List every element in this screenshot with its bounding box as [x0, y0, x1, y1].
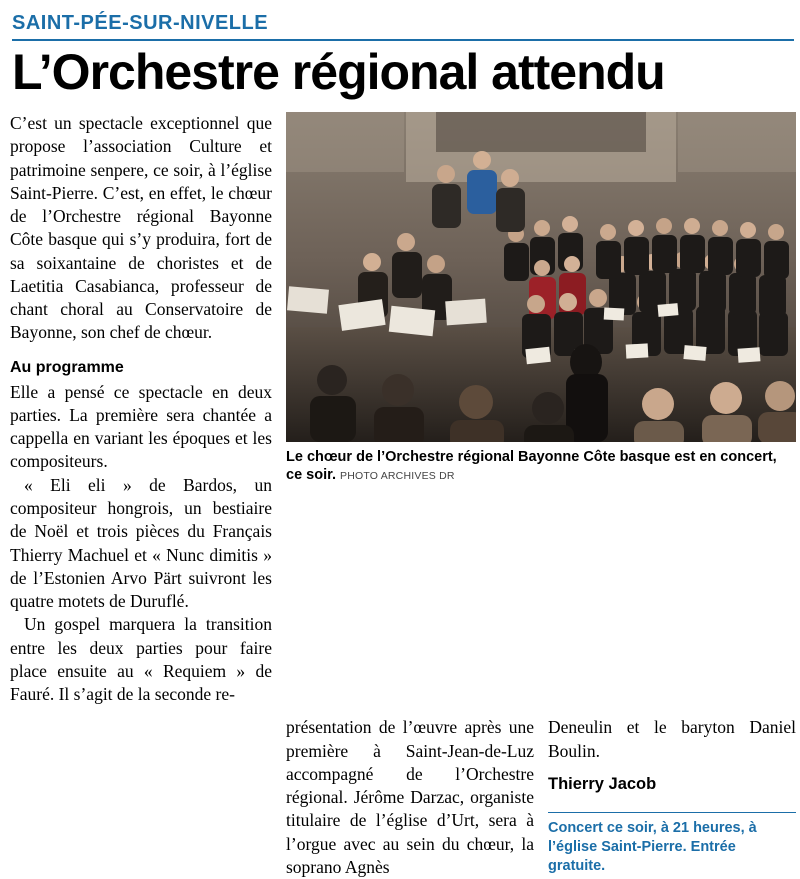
paragraph-1: C’est un spectacle exceptionnel que propose l’association Culture et patrimoine senpere, ce soir, à l’église Saint-Pierre. C’est, en effet, le chœur de l’Orchestre régional Bayonne Côte basque qui s’y produira, fort de sa soixantaine de choristes et de Laetitia Casabianca, professeur de chant choral au Conservatoire de Bayonne, son chef de chœur. [10, 113, 272, 343]
photo-credit: PHOTO ARCHIVES DR [340, 469, 455, 482]
photo-caption [286, 449, 796, 484]
byline: Thierry Jacob [548, 774, 657, 793]
paragraph-3: « Eli eli » de Bardos, un compositeur hongrois, un bestiaire de Noël et trois pièces du Français Thierry Machuel et « Nunc dimitis » de l’Estonien Arvo Pärt suivront les quatre motets de Duruflé. [10, 474, 272, 612]
upper-section [10, 112, 790, 706]
paragraph-2: Elle a pensé ce spectacle en deux parties. La première sera chantée a cappella en variant les époques et les compositeurs. [10, 381, 272, 472]
column-two [286, 716, 534, 879]
article-page [0, 12, 800, 877]
paragraph-6: Deneulin et le baryton Daniel Boulin. [548, 717, 796, 761]
section-kicker: SAINT-PÉE-SUR-NIVELLE [12, 12, 269, 34]
infobox-divider [548, 812, 796, 813]
column-three [548, 716, 796, 879]
paragraph-5: présentation de l’œuvre après une première à Saint-Jean-de-Luz accompagné de l’Orchestre régional. Jérôme Darzac, organiste titulaire de l’église d’Urt, sera à l’orgue avec au sein du chœur, la soprano Agnès [286, 717, 534, 877]
column-one-continued [10, 716, 272, 879]
paragraph-4: Un gospel marquera la transition entre les deux parties pour faire place ensuite au « Requiem » de Fauré. Il s’agit de la seconde re- [10, 614, 272, 705]
subheading: Au programme [10, 358, 124, 376]
page-title: L’Orchestre régional attendu [12, 44, 665, 100]
kicker-divider [12, 39, 794, 41]
article-photo [286, 112, 796, 442]
info-box [548, 812, 796, 876]
infobox-text: Concert ce soir, à 21 heures, à l’église Saint-Pierre. Entrée gratuite. [548, 819, 757, 874]
column-one [10, 112, 272, 706]
photo-block [286, 112, 796, 706]
caption-text: Le chœur de l’Orchestre régional Bayonne Côte basque est en concert, ce soir. [286, 449, 777, 483]
lower-section [10, 716, 796, 879]
